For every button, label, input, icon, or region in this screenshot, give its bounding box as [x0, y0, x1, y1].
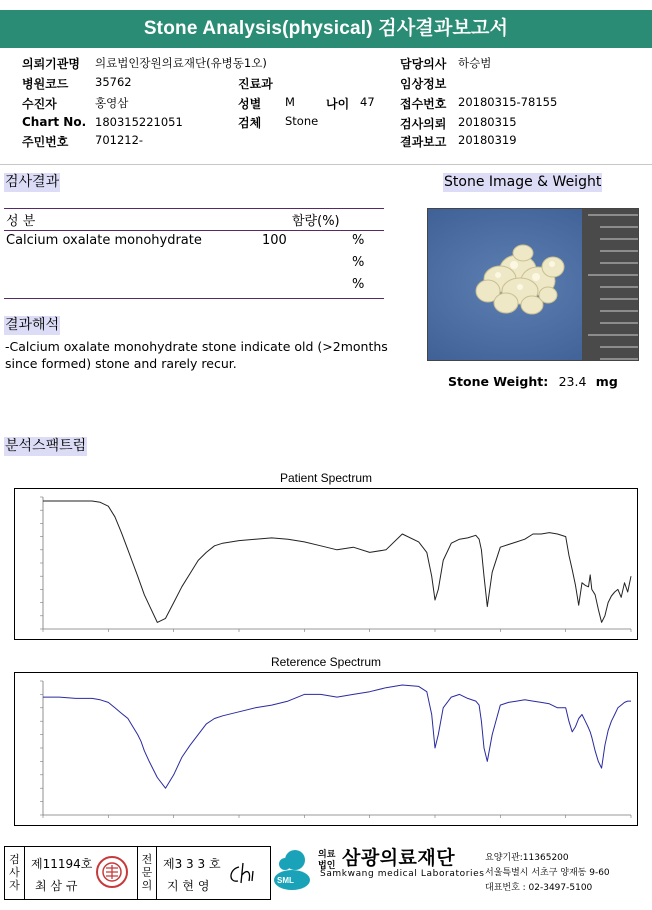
receipt-value: 20180315-78155 — [458, 95, 558, 109]
component-unit: % — [352, 255, 365, 270]
stone-weight-value: 23.4 — [558, 374, 587, 389]
interpretation-title: 결과해석 — [5, 317, 60, 333]
clinical-label: 임상정보 — [400, 77, 447, 91]
patient-info — [0, 52, 652, 160]
request-label: 검사의뢰 — [400, 117, 447, 131]
hospital-code-label: 병원코드 — [22, 77, 69, 91]
component-amount: 100 — [262, 233, 287, 248]
component-unit: % — [352, 277, 365, 292]
sex-value: M — [285, 95, 295, 109]
table-row — [0, 254, 390, 274]
specialist-name: 지 현 영 — [167, 879, 210, 893]
sex-label: 성별 — [238, 97, 262, 111]
reference-spectrum-chart — [14, 672, 638, 826]
patient-label: 수진자 — [22, 97, 57, 111]
org-address: 서울특별시 서초구 양재동 9-60 — [485, 868, 610, 878]
doctor-value: 하승범 — [458, 56, 492, 70]
patient-spectrum-series-line — [43, 501, 631, 622]
receipt-label: 접수번호 — [400, 97, 447, 111]
chart-label: Chart No. — [22, 115, 87, 129]
result-section-title: 검사결과 — [5, 174, 60, 190]
org-prefix: 의료법인 — [318, 850, 336, 871]
table-row — [0, 276, 390, 296]
stone-weight-unit: mg — [595, 374, 618, 389]
specialist-label: 전문의 — [137, 847, 157, 899]
id-value: 701212- — [95, 133, 144, 147]
stone-photo — [427, 208, 639, 361]
reference-spectrum-series-line — [43, 685, 631, 788]
patient-spectrum-caption: Patient Spectrum — [279, 471, 373, 485]
table-row — [0, 232, 390, 252]
dept-label: 진료과 — [238, 77, 273, 91]
reference-spectrum-svg — [15, 673, 637, 825]
inspector-label: 검사자 — [5, 847, 25, 899]
report-title: Stone Analysis(physical) 검사결과보고서 — [0, 10, 652, 48]
stone-section-title: Stone Image & Weight — [444, 174, 602, 190]
reference-spectrum-axes — [43, 681, 631, 815]
stone-weight-label: Stone Weight: — [448, 374, 549, 389]
table-header-rule — [4, 230, 384, 231]
institution-label: 의뢰기관명 — [22, 57, 80, 71]
specialist-signature — [225, 859, 265, 889]
spectrum-section-title: 분석스팩트럼 — [5, 438, 87, 454]
specimen-label: 검체 — [238, 116, 262, 130]
org-code: 요양기관:11365200 — [485, 853, 569, 863]
table-bottom-rule — [4, 298, 384, 299]
table-top-rule — [4, 208, 384, 209]
sml-logo-icon — [272, 848, 312, 892]
component-name: Calcium oxalate monohydrate — [6, 233, 202, 248]
org-english-name: Samkwang medical Laboratories — [320, 869, 485, 879]
info-divider — [0, 164, 652, 165]
inspector-name: 최 삼 규 — [35, 879, 78, 893]
id-label: 주민번호 — [22, 135, 69, 149]
patient-spectrum-chart — [14, 488, 638, 640]
specialist-license: 제3 3 3 호 — [163, 857, 221, 871]
inspector-license: 제11194호 — [31, 857, 93, 871]
chart-value: 180315221051 — [95, 115, 183, 129]
component-unit: % — [352, 233, 365, 248]
institution-value: 의료법인장원의료재단(유병동1오) — [95, 56, 267, 70]
signature-box — [4, 846, 271, 900]
amount-header: 함량(%) — [292, 214, 340, 229]
org-phone: 대표번호 : 02-3497-5100 — [485, 883, 593, 893]
inspector-seal — [95, 855, 129, 889]
seal-icon — [95, 855, 129, 889]
doctor-label: 담당의사 — [400, 57, 447, 71]
age-value: 47 — [360, 95, 375, 109]
reference-spectrum-caption: Reterence Spectrum — [270, 655, 382, 669]
component-header: 성 분 — [6, 214, 36, 229]
company-logo — [272, 848, 312, 892]
patient-value: 홍영삼 — [95, 96, 129, 110]
logo-text: SML — [277, 876, 294, 885]
interpretation-text: -Calcium oxalate monohydrate stone indicate old (>2months since formed) stone and rarely recur. — [5, 339, 388, 371]
stone-weight — [448, 374, 648, 389]
stone-photo-graphic — [428, 209, 638, 360]
org-name: 삼광의료재단 — [342, 847, 456, 869]
report-date-value: 20180319 — [458, 133, 517, 147]
patient-spectrum-axes — [43, 497, 631, 629]
specimen-value: Stone — [285, 114, 319, 128]
result-table-body — [0, 232, 390, 298]
hospital-code-value: 35762 — [95, 75, 132, 89]
patient-spectrum-svg — [15, 489, 637, 639]
signature-icon — [225, 859, 265, 889]
report-date-label: 결과보고 — [400, 135, 447, 149]
age-label: 나이 — [326, 97, 350, 111]
request-value: 20180315 — [458, 115, 517, 129]
